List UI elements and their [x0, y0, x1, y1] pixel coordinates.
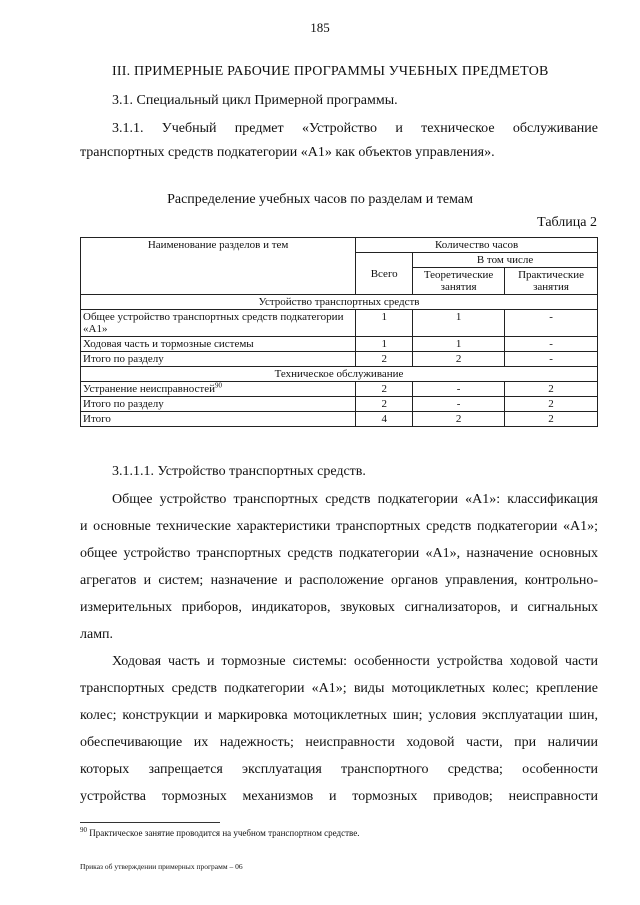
- paragraph-2-line: колес; конструкции и маркировка мотоциклетных шин; условия эксплуатации шин,: [80, 708, 598, 723]
- paragraph-1-line: общее устройство транспортных средств подкатегории «A1», назначение основных: [80, 546, 598, 561]
- paragraph-2-line: устройства тормозных механизмов и тормозных приводов; неисправности: [80, 789, 598, 804]
- subsubsection-title: 3.1.1.1. Устройство транспортных средств.: [112, 464, 366, 479]
- page-footer: Приказ об утверждении примерных программ – 06: [80, 862, 243, 871]
- row-theory: -: [413, 382, 505, 397]
- table-group-row: [81, 367, 598, 382]
- header-total: Всего: [356, 253, 413, 295]
- row-total: 4: [356, 412, 413, 427]
- table-group-row: [81, 295, 598, 310]
- table-row: [81, 382, 598, 397]
- subsection-title: 3.1. Специальный цикл Примерной программы.: [112, 93, 398, 108]
- row-practice: -: [505, 310, 598, 337]
- row-name-text: Устранение неисправностей: [83, 383, 215, 395]
- section-heading: III. ПРИМЕРНЫЕ РАБОЧИЕ ПРОГРАММЫ УЧЕБНЫХ ПРЕДМЕТОВ: [112, 64, 549, 79]
- paragraph-2-line: которых запрещается эксплуатация транспортного средства; особенности: [80, 762, 598, 777]
- row-practice: 2: [505, 412, 598, 427]
- row-name: Итого по разделу: [81, 397, 356, 412]
- table-row: [81, 397, 598, 412]
- subject-title-line-2: транспортных средств подкатегории «A1» как объектов управления».: [80, 145, 495, 160]
- row-name: Итого по разделу: [81, 352, 356, 367]
- paragraph-2-line: транспортных средств подкатегории «A1»; виды мотоциклетных колес; крепление: [80, 681, 598, 696]
- row-theory: 2: [413, 352, 505, 367]
- row-theory: 1: [413, 310, 505, 337]
- group-title: Техническое обслуживание: [81, 367, 598, 382]
- paragraph-1-line: измерительных приборов, индикаторов, звуковых сигнализаторов, и сигнальных: [80, 600, 598, 615]
- row-total: 2: [356, 382, 413, 397]
- footnote-text: Практическое занятие проводится на учебном транспортном средстве.: [89, 828, 360, 838]
- row-practice: 2: [505, 382, 598, 397]
- paragraph-1-line: Общее устройство транспортных средств подкатегории «A1»: классификация: [112, 492, 598, 507]
- row-name: Общее устройство транспортных средств подкатегории «A1»: [81, 310, 356, 337]
- header-including: В том числе: [413, 253, 598, 268]
- paragraph-1-line: агрегатов и систем; назначение и расположение органов управления, контрольно-: [80, 573, 598, 588]
- header-quantity: Количество часов: [356, 238, 598, 253]
- row-practice: -: [505, 337, 598, 352]
- row-name: [81, 382, 356, 397]
- footnote-divider: [80, 822, 220, 823]
- header-theory: Теоретические занятия: [413, 268, 505, 295]
- table-row: [81, 337, 598, 352]
- table-label: Таблица 2: [537, 215, 597, 230]
- row-practice: 2: [505, 397, 598, 412]
- header-practice: Практические занятия: [505, 268, 598, 295]
- table-row: [81, 310, 598, 337]
- row-theory: -: [413, 397, 505, 412]
- footnote-ref: 90: [214, 381, 222, 390]
- group-title: Устройство транспортных средств: [81, 295, 598, 310]
- row-total: 1: [356, 310, 413, 337]
- header-name: Наименование разделов и тем: [81, 238, 356, 295]
- row-theory: 2: [413, 412, 505, 427]
- paragraph-2-line: обеспечивающие их надежность; неисправности ходовой части, при наличии: [80, 735, 598, 750]
- table-row: [81, 412, 598, 427]
- hours-table: [80, 237, 598, 427]
- row-name: Итого: [81, 412, 356, 427]
- footnote: [80, 828, 359, 838]
- table-header-row: [81, 238, 598, 253]
- paragraph-1-line: и основные технические характеристики транспортных средств подкатегории «A1»;: [80, 519, 598, 534]
- row-total: 1: [356, 337, 413, 352]
- subject-title-line-1: 3.1.1. Учебный предмет «Устройство и техническое обслуживание: [112, 121, 598, 136]
- row-theory: 1: [413, 337, 505, 352]
- paragraph-1-line: ламп.: [80, 627, 114, 642]
- page-number: 185: [310, 20, 330, 35]
- row-total: 2: [356, 352, 413, 367]
- paragraph-2-line: Ходовая часть и тормозные системы: особенности устройства ходовой части: [112, 654, 598, 669]
- table-caption: Распределение учебных часов по разделам и темам: [167, 192, 473, 207]
- row-total: 2: [356, 397, 413, 412]
- footnote-mark: 90: [80, 826, 87, 834]
- row-practice: -: [505, 352, 598, 367]
- row-name: Ходовая часть и тормозные системы: [81, 337, 356, 352]
- table-row: [81, 352, 598, 367]
